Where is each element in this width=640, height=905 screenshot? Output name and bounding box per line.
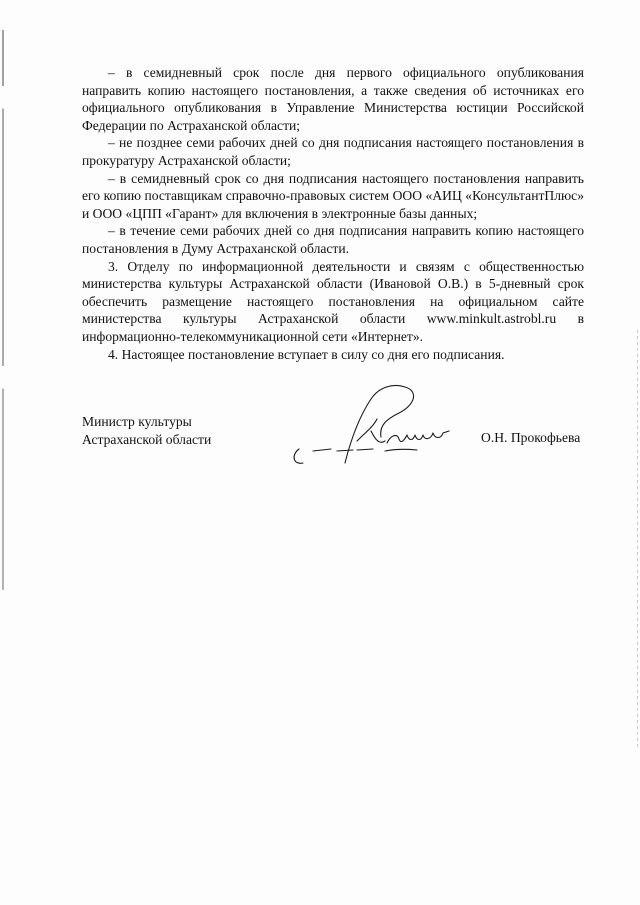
paragraph: – в семидневный срок со дня подписания настоящего постановления направить его копию поставщикам справочно-правовых систем ООО «АИЦ «КонсультантПлюс» и ООО «ЦПП «Гарант» для включения в электронные базы данных; (82, 170, 584, 221)
paragraph: – не позднее семи рабочих дней со дня подписания настоящего постановления в прокуратуру Астраханской области; (82, 135, 584, 168)
paragraph: 3. Отделу по информационной деятельности и связям с общественностью министерства культуры Астраханской области (Ивановой О.В.) в 5-дневный срок обеспечить размещение настоящего постановления на официальном сайте министерства культуры Астраханской области www.minkult.astrobl.ru в информационно-телекоммуникационной сети «Интернет». (82, 258, 584, 344)
paragraph: – в семидневный срок после дня первого официального опубликования направить копию настоящего постановления, а также сведения об источниках его официального опубликования в Управление Министерства юстиции Российской Федерации по Астраханской области; (82, 65, 584, 133)
scan-edge-mark (637, 330, 638, 750)
scan-edge-mark (2, 30, 4, 590)
signer-name: О.Н. Прокофьева (481, 430, 581, 445)
signer-title-line: Астраханской области (82, 432, 212, 447)
paragraph: – в течение семи рабочих дней со дня подписания направить копию настоящего постановления в Думу Астраханской области. (82, 223, 584, 256)
handwritten-signature (287, 379, 492, 474)
paragraph: 4. Настоящее постановление вступает в силу со дня его подписания. (108, 346, 505, 362)
signer-title-line: Министр культуры (82, 414, 192, 429)
signature-block (82, 413, 592, 483)
document-body (82, 64, 584, 363)
